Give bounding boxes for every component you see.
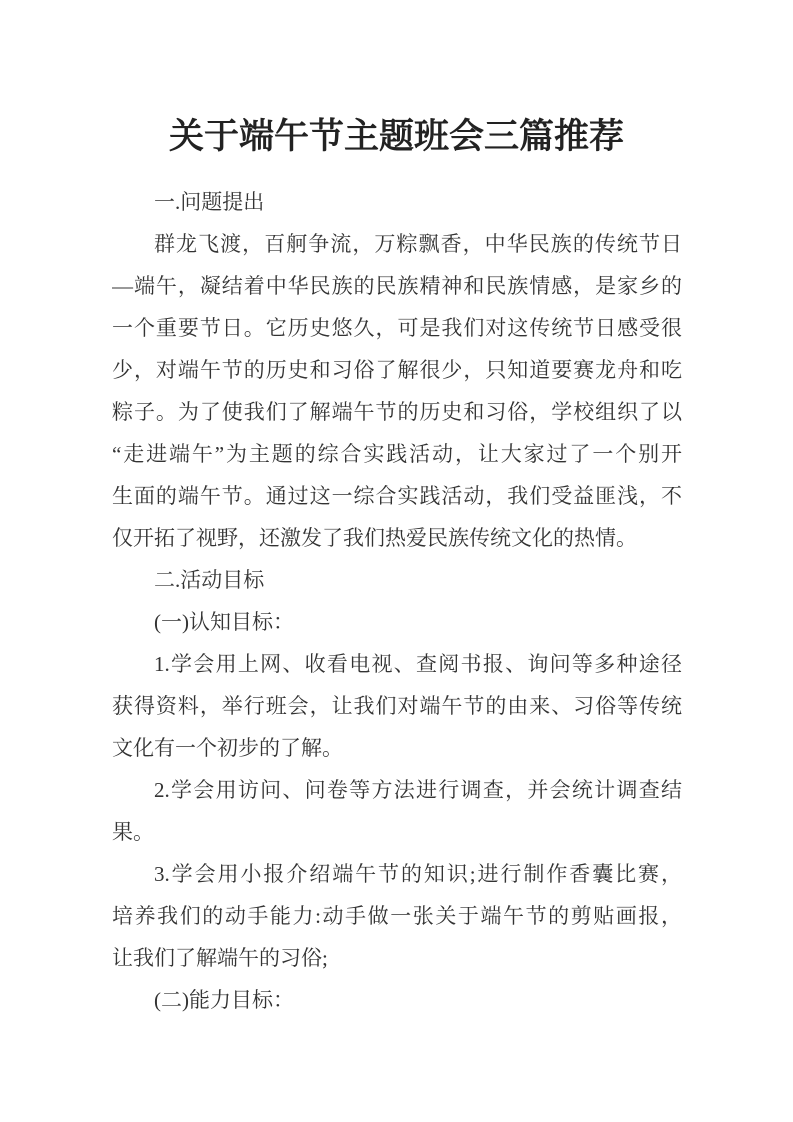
document-title: 关于端午节主题班会三篇推荐 [168,117,624,156]
document-body [112,181,682,1021]
list-item-line: 培养我们的动手能力:动手做一张关于端午节的剪贴画报， [112,904,682,928]
paragraph-line: 少，对端午节的历史和习俗了解很少，只知道要赛龙舟和吃 [112,358,682,382]
list-item-line: 1.学会用上网、收看电视、查阅书报、询问等多种途径 [154,652,682,676]
list-item-line: 文化有一个初步的了解。 [112,736,343,760]
paragraph-line: 粽子。为了使我们了解端午节的历史和习俗，学校组织了以 [112,400,682,424]
subheading-cognitive: (一)认知目标： [154,610,294,634]
list-item-line: 3.学会用小报介绍端午节的知识;进行制作香囊比赛， [154,862,682,886]
list-item-line: 获得资料，举行班会，让我们对端午节的由来、习俗等传统 [112,694,682,718]
paragraph-line: —端午，凝结着中华民族的民族精神和民族情感，是家乡的 [112,274,682,298]
paragraph-line: 仅开拓了视野，还激发了我们热爱民族传统文化的热情。 [112,526,637,550]
subheading-ability: (二)能力目标： [154,988,294,1012]
paragraph-line: 群龙飞渡，百舸争流，万粽飘香，中华民族的传统节日 [154,232,682,256]
list-item-line: 果。 [112,820,154,844]
section-heading-goals: 二.活动目标 [154,568,265,592]
paragraph-line: 生面的端午节。通过这一综合实践活动，我们受益匪浅，不 [112,484,682,508]
paragraph-line: “走进端午”为主题的综合实践活动，让大家过了一个别开 [112,442,682,466]
list-item-line: 2.学会用访问、问卷等方法进行调查，并会统计调查结 [154,778,682,802]
list-item-line: 让我们了解端午的习俗; [112,946,328,970]
paragraph-line: 一个重要节日。它历史悠久，可是我们对这传统节日感受很 [112,316,682,340]
section-heading-problem: 一.问题提出 [154,190,265,214]
